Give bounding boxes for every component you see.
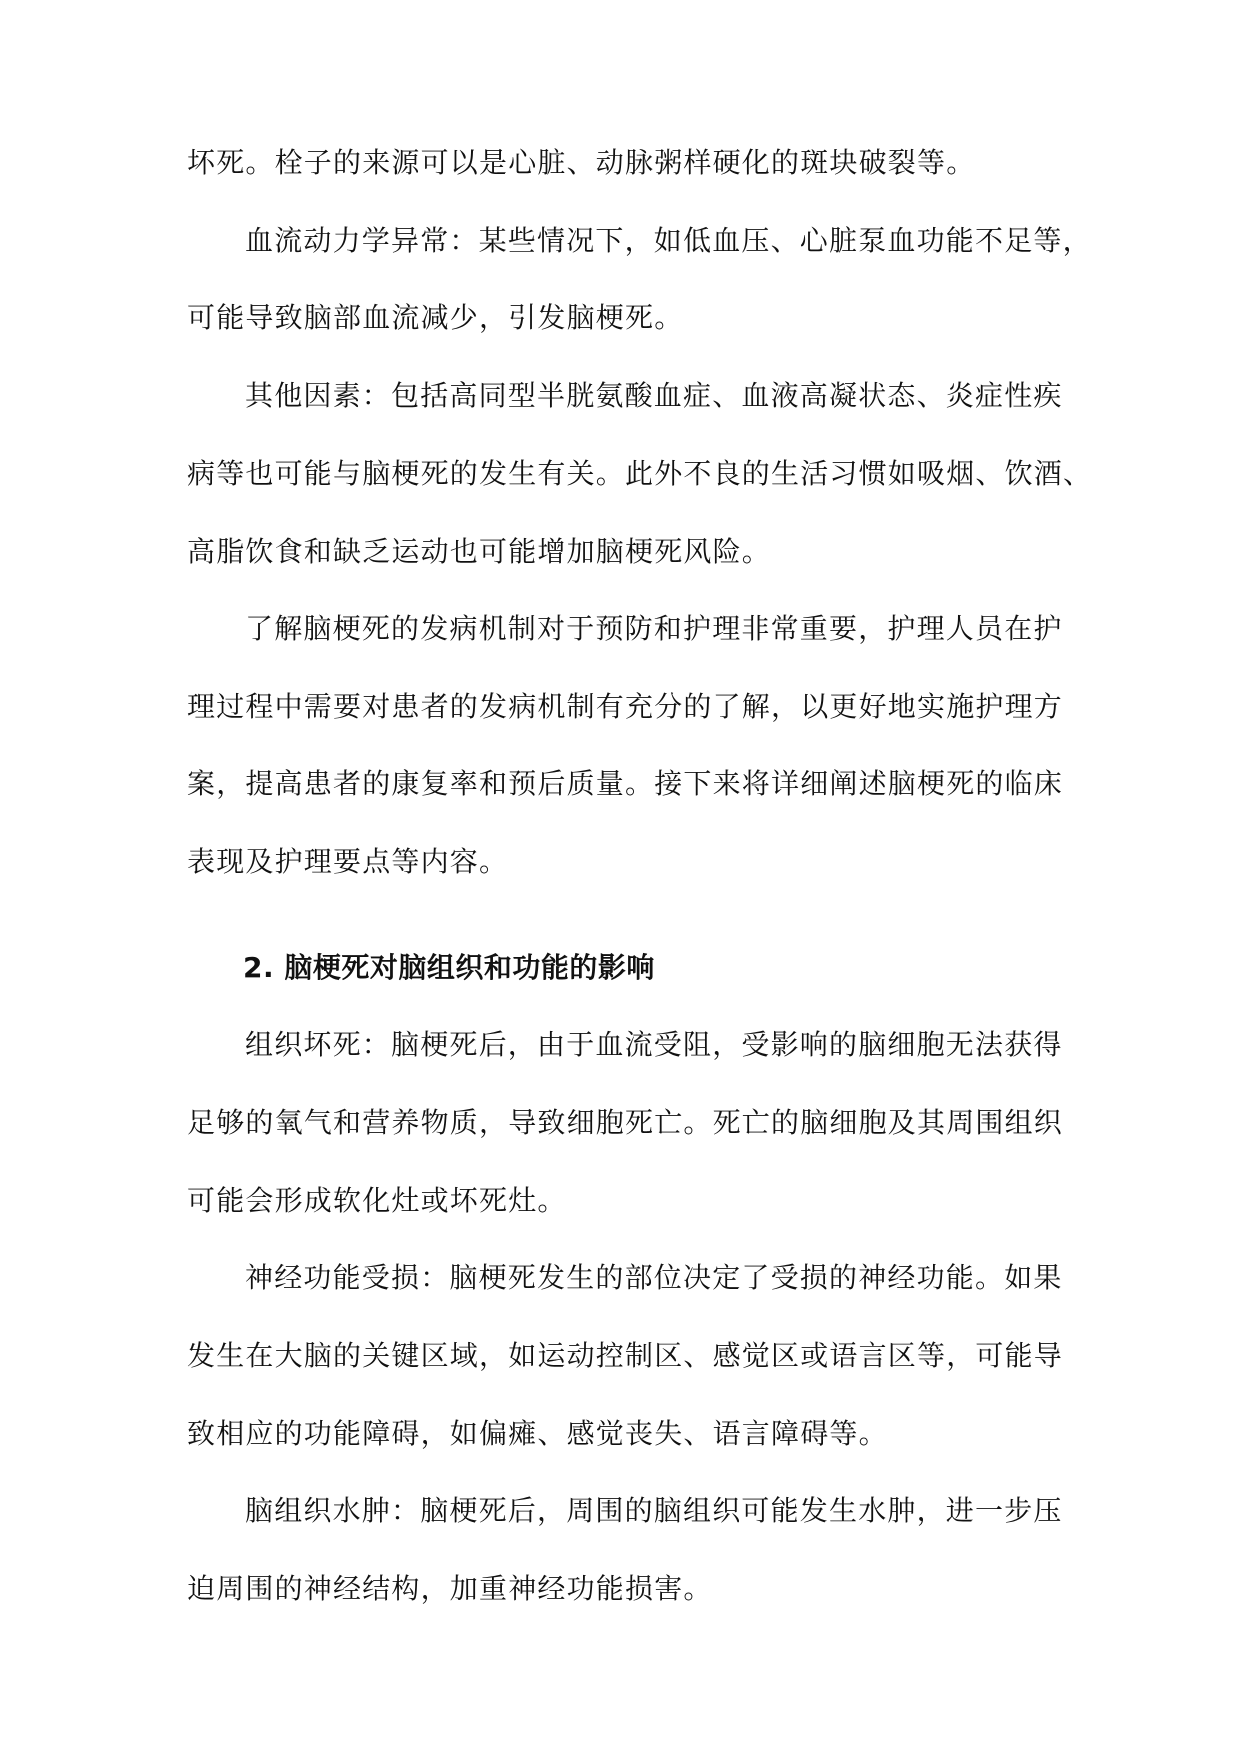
paragraph-start: 了解脑梗死的发病机制对于预防和护理非常重要，护理人员在护: [245, 612, 1063, 645]
text-line: 致相应的功能障碍，如偏瘫、感觉丧失、语言障碍等。: [187, 1417, 888, 1450]
paragraph-start: 组织坏死：脑梗死后，由于血流受阻，受影响的脑细胞无法获得: [245, 1028, 1063, 1061]
text-line: 表现及护理要点等内容。: [187, 845, 509, 878]
text-line: 发生在大脑的关键区域，如运动控制区、感觉区或语言区等，可能导: [187, 1339, 1064, 1372]
text-line: 可能导致脑部血流减少，引发脑梗死。: [187, 301, 684, 334]
text-line: 案，提高患者的康复率和预后质量。接下来将详细阐述脑梗死的临床: [187, 767, 1064, 800]
paragraph-start: 其他因素：包括高同型半胱氨酸血症、血液高凝状态、炎症性疾: [245, 379, 1063, 412]
text-line: 病等也可能与脑梗死的发生有关。此外不良的生活习惯如吸烟、饮酒、: [187, 457, 1093, 490]
text-line: 坏死。栓子的来源可以是心脏、动脉粥样硬化的斑块破裂等。: [187, 146, 976, 179]
paragraph-start: 脑组织水肿：脑梗死后，周围的脑组织可能发生水肿，进一步压: [245, 1494, 1063, 1527]
paragraph-start: 血流动力学异常：某些情况下，如低血压、心脏泵血功能不足等，: [245, 224, 1092, 257]
text-line: 足够的氧气和营养物质，导致细胞死亡。死亡的脑细胞及其周围组织: [187, 1106, 1064, 1139]
paragraph-start: 神经功能受损：脑梗死发生的部位决定了受损的神经功能。如果: [245, 1261, 1063, 1294]
text-line: 高脂饮食和缺乏运动也可能增加脑梗死风险。: [187, 535, 772, 568]
text-line: 可能会形成软化灶或坏死灶。: [187, 1184, 567, 1217]
text-line: 迫周围的神经结构，加重神经功能损害。: [187, 1572, 713, 1605]
text-line: 理过程中需要对患者的发病机制有充分的了解，以更好地实施护理方: [187, 690, 1064, 723]
section-heading: 2. 脑梗死对脑组织和功能的影响: [243, 951, 655, 984]
